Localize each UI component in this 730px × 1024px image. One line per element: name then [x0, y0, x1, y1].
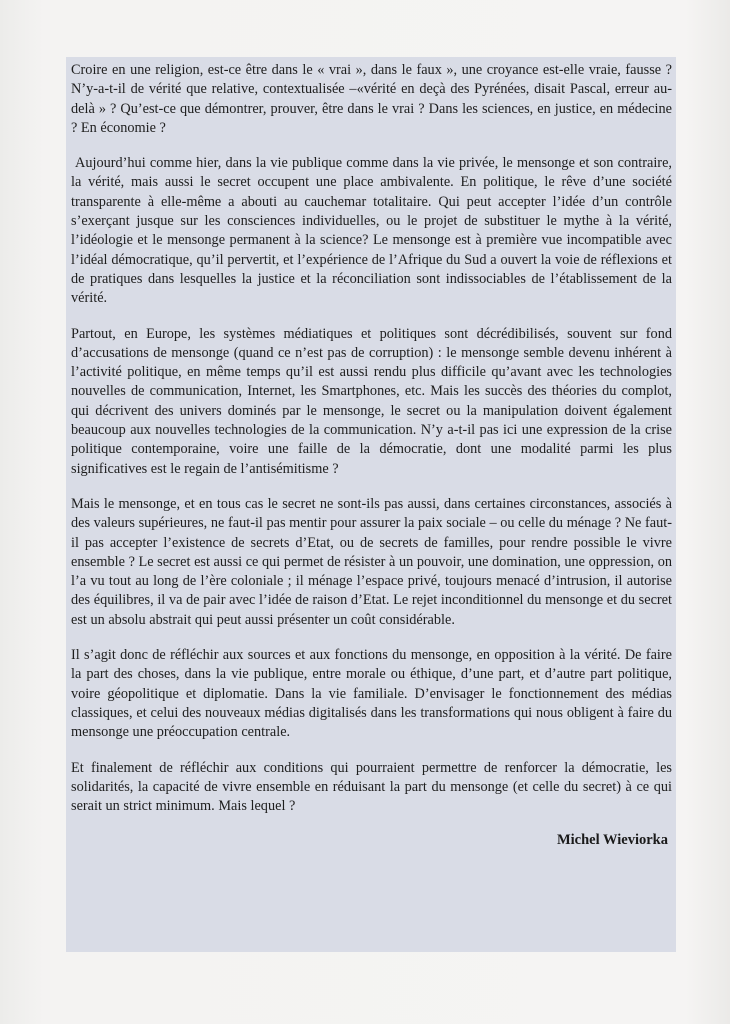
- paragraph-2: Aujourd’hui comme hier, dans la vie publique comme dans la vie privée, le mensonge et son contraire, la vérité, mais aussi le secret occupent une place ambivalente. En politique, le rêve d’une société transparente à elle-même a abouti au cauchemar totalitaire. Qui peut accepter l’idée d’un contrôle s’exerçant jusque sur les consciences individuelles, ou le projet de substituer le mythe à la vérité, l’idéologie et le mensonge permanent à la science? Le mensonge est à première vue incompatible avec l’idéal démocratique, qu’il pervertit, et l’expérience de l’Afrique du Sud a ouvert la voie de réflexions et de pratiques dans lesquelles la justice et la réconciliation sont indissociables de l’établissement de la vérité.: [71, 155, 672, 307]
- paragraph-3: Partout, en Europe, les systèmes médiatiques et politiques sont décrédibilisés, souvent sur fond d’accusations de mensonge (quand ce n’est pas de corruption) : le mensonge semble devenu inhérent à l’activité politique, en même temps qu’il est aussi rendu plus difficile qu’avant avec les technologies nouvelles de communication, Internet, les Smartphones, etc. Mais les succès des théories du complot, qui décrivent des univers dominés par le mensonge, le secret ou la manipulation doivent également beaucoup aux nouvelles technologies de la communication. N’y a-t-il pas ici une expression de la crise politique contemporaine, voire une faille de la démocratie, dont une modalité parmi les plus significatives est le regain de l’antisémitisme ?: [71, 325, 672, 477]
- text-panel: [66, 57, 676, 952]
- paragraph-1: Croire en une religion, est-ce être dans le « vrai », dans le faux », une croyance est-elle vraie, fausse ? N’y-a-t-il de vérité que relative, contextualisée –«vérité en deçà des Pyrénées, disait Pascal, erreur au-delà » ? Qu’est-ce que démontrer, prouver, être dans le vrai ? Dans les sciences, en justice, en médecine ? En économie ?: [71, 62, 672, 136]
- author-signature: Michel Wieviorka: [556, 832, 668, 849]
- paragraph-5: Il s’agit donc de réfléchir aux sources et aux fonctions du mensonge, en opposition à la vérité. De faire la part des choses, dans la vie publique, entre morale ou éthique, d’une part, et d’autre part politique, voire géopolitique et diplomatie. Dans la vie familiale. D’envisager le fonctionnement des médias classiques, et celui des nouveaux médias digitalisés dans les transformations qui nous obligent à faire du mensonge une préoccupation centrale.: [71, 647, 672, 741]
- paragraph-4: Mais le mensonge, et en tous cas le secret ne sont-ils pas aussi, dans certaines circonstances, associés à des valeurs supérieures, ne faut-il pas mentir pour assurer la paix sociale – ou celle du ménage ? Ne faut-il pas accepter l’existence de secrets d’Etat, ou de secrets de familles, pour rendre possible le vivre ensemble ? Le secret est aussi ce qui permet de résister à un pouvoir, une domination, une oppression, on l’a vu tout au long de l’ère coloniale ; il ménage l’espace privé, toujours menacé d’intrusion, il autorise des équilibres, il va de pair avec l’idée de raison d’Etat. Le rejet inconditionnel du mensonge et du secret est un absolu abstrait qui peut aussi présenter un coût considérable.: [71, 495, 672, 628]
- paragraph-6: Et finalement de réfléchir aux conditions qui pourraient permettre de renforcer la démocratie, les solidarités, la capacité de vivre ensemble en réduisant la part du mensonge (et celle du secret) à ce qui serait un strict minimum. Mais lequel ?: [71, 759, 672, 815]
